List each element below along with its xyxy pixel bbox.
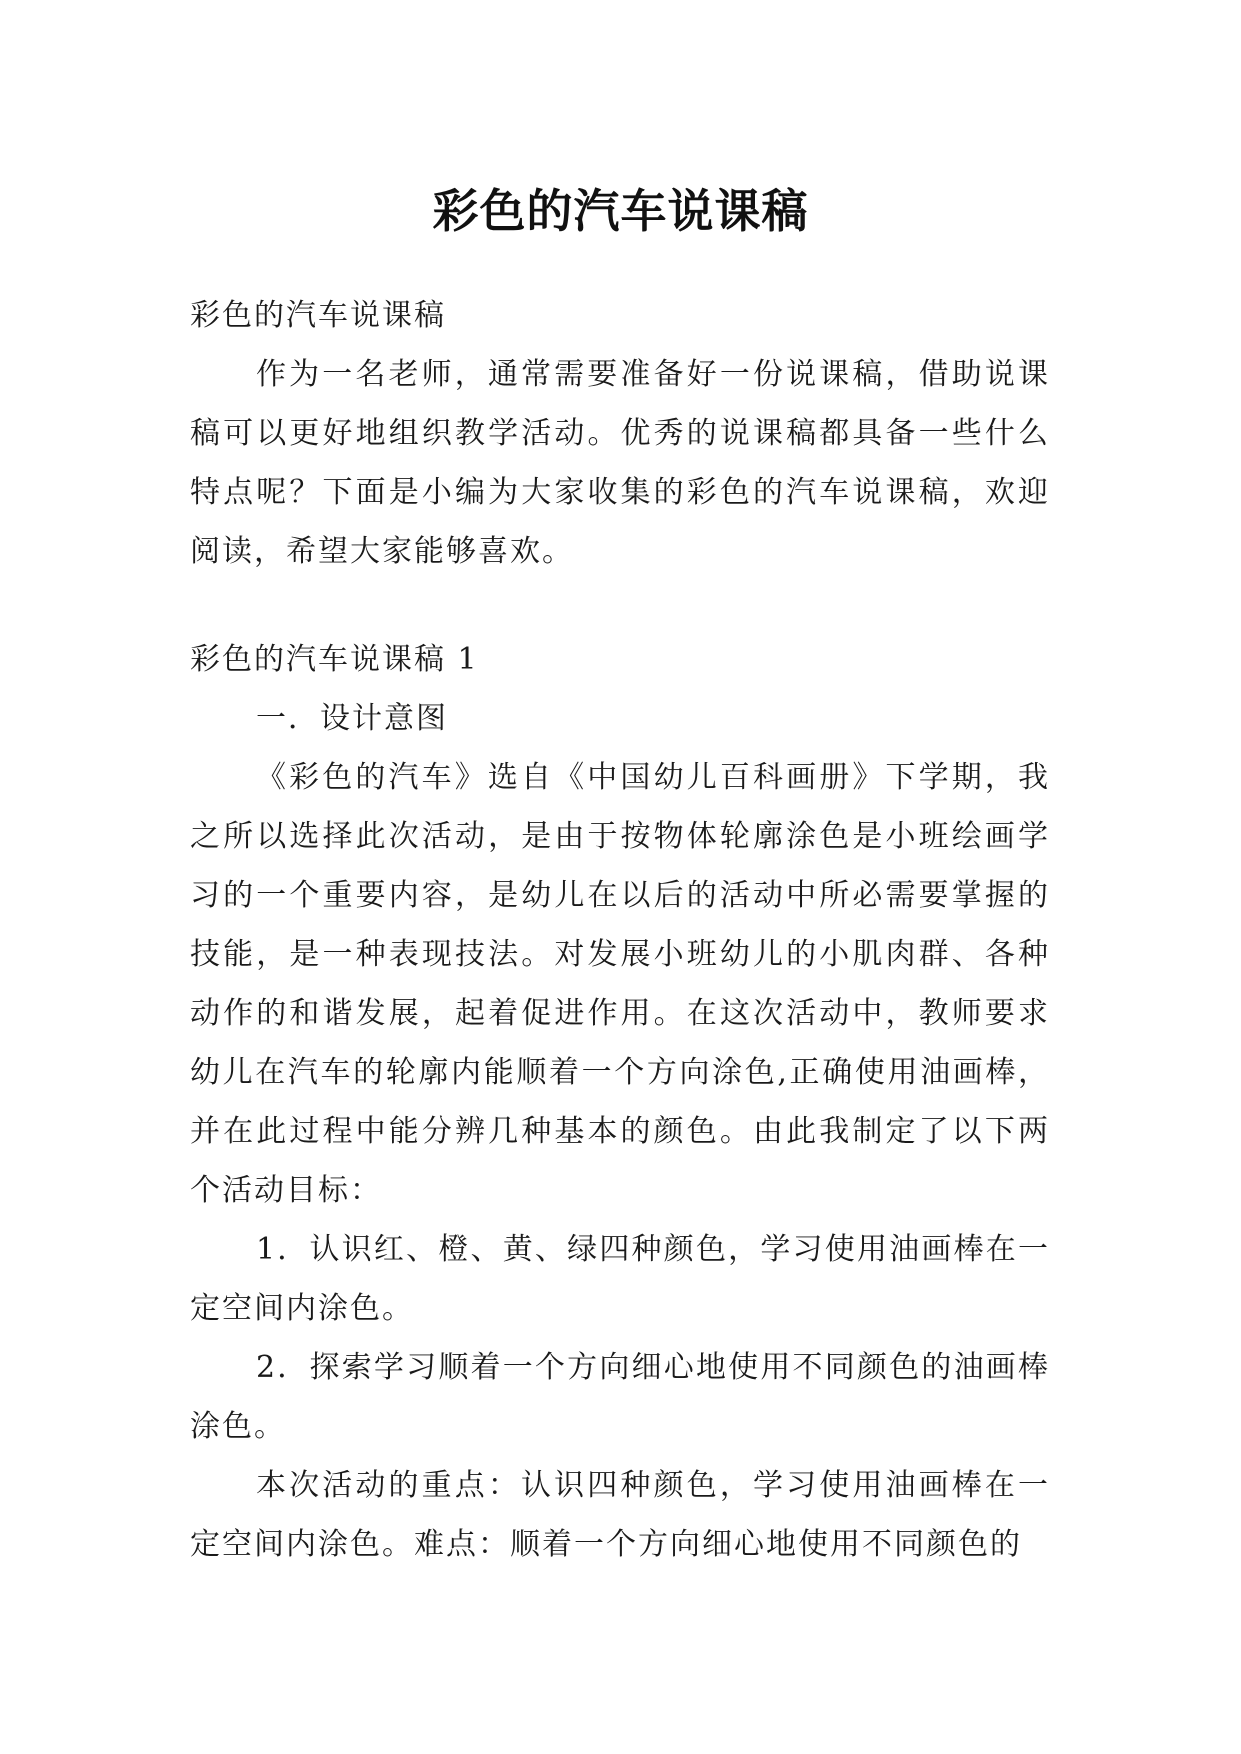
design-intent-paragraph: 《彩色的汽车》选自《中国幼儿百科画册》下学期，我之所以选择此次活动，是由于按物体轮廓涂色是小班绘画学习的一个重要内容，是幼儿在以后的活动中所必需要掌握的技能，是一种表现技法。对发展小班幼儿的小肌肉群、各种动作的和谐发展，起着促进作用。在这次活动中，教师要求幼儿在汽车的轮廓内能顺着一个方向涂色,正确使用油画棒，并在此过程中能分辨几种基本的颜色。由此我制定了以下两个活动目标：	[190, 760, 1050, 1208]
document-title: 彩色的汽车说课稿	[432, 183, 809, 238]
intro-paragraph: 作为一名老师，通常需要准备好一份说课稿，借助说课稿可以更好地组织教学活动。优秀的说课稿都具备一些什么特点呢？下面是小编为大家收集的彩色的汽车说课稿，欢迎阅读，希望大家能够喜欢。	[190, 357, 1050, 569]
goal-item-1: 1．认识红、橙、黄、绿四种颜色，学习使用油画棒在一定空间内涂色。	[190, 1232, 1050, 1326]
goal-item-2: 2．探索学习顺着一个方向细心地使用不同颜色的油画棒涂色。	[190, 1350, 1050, 1444]
key-points-paragraph: 本次活动的重点：认识四种颜色，学习使用油画棒在一定空间内涂色。难点：顺着一个方向细心地使用不同颜色的	[190, 1468, 1050, 1562]
intro-block	[190, 286, 1050, 581]
section-title: 彩色的汽车说课稿 1	[190, 642, 479, 677]
document-subtitle: 彩色的汽车说课稿	[190, 298, 446, 333]
section-1-block	[190, 630, 1050, 1574]
design-intent-heading: 一．设计意图	[256, 701, 448, 736]
